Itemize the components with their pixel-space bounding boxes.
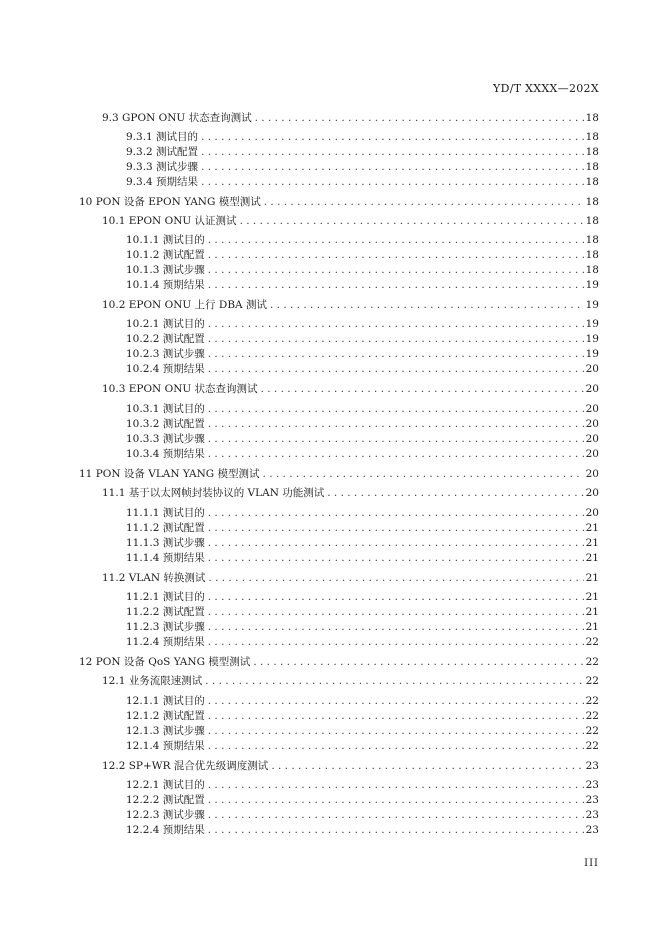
toc-entry-page: 20 bbox=[585, 363, 599, 375]
toc-entry-page: 18 bbox=[585, 249, 599, 261]
toc-leader-dots bbox=[255, 111, 584, 125]
toc-entry-9-3[interactable] bbox=[102, 111, 599, 125]
toc-entry-title: 12.2.1 测试目的 bbox=[126, 779, 205, 791]
toc-entry-page: 18 bbox=[585, 196, 599, 208]
toc-entry-9-3-2[interactable] bbox=[126, 145, 599, 159]
toc-entry-page: 20 bbox=[585, 507, 599, 519]
document-header-id: YD/T XXXX—202X bbox=[493, 82, 599, 95]
toc-entry-title: 10 PON 设备 EPON YANG 模型测试 bbox=[79, 196, 261, 208]
toc-entry-page: 20 bbox=[585, 433, 599, 445]
toc-entry-title: 11.1 基于以太网帧封装协议的 VLAN 功能测试 bbox=[102, 487, 325, 499]
toc-entry-title: 9.3.4 预期结果 bbox=[126, 176, 199, 188]
toc-leader-dots bbox=[208, 739, 584, 753]
toc-entry-title: 11.1.2 测试配置 bbox=[126, 522, 205, 534]
toc-leader-dots bbox=[208, 332, 584, 346]
toc-entry-title: 10.2.3 测试步骤 bbox=[126, 348, 205, 360]
toc-entry-10-3-1[interactable] bbox=[126, 402, 599, 416]
toc-entry-title: 10.1.3 测试步骤 bbox=[126, 264, 205, 276]
toc-leader-dots bbox=[270, 298, 584, 312]
toc-entry-12[interactable] bbox=[79, 655, 599, 669]
toc-entry-11-2-3[interactable] bbox=[126, 620, 599, 634]
toc-entry-page: 18 bbox=[585, 112, 599, 124]
toc-leader-dots bbox=[208, 551, 584, 565]
toc-entry-title: 10.3 EPON ONU 状态查询测试 bbox=[102, 383, 258, 395]
toc-entry-title: 12.2.2 测试配置 bbox=[126, 794, 205, 806]
toc-entry-page: 19 bbox=[585, 279, 599, 291]
toc-leader-dots bbox=[208, 278, 584, 292]
toc-entry-12-2[interactable] bbox=[102, 759, 599, 773]
toc-leader-dots bbox=[208, 347, 584, 361]
toc-entry-page: 18 bbox=[585, 215, 599, 227]
toc-entry-9-3-1[interactable] bbox=[126, 130, 599, 144]
toc-entry-title: 11.1.4 预期结果 bbox=[126, 552, 205, 564]
toc-entry-10-3-4[interactable] bbox=[126, 447, 599, 461]
toc-leader-dots bbox=[208, 808, 584, 822]
toc-entry-title: 11.2.3 测试步骤 bbox=[126, 621, 205, 633]
toc-leader-dots bbox=[271, 759, 583, 773]
toc-leader-dots bbox=[240, 214, 584, 228]
toc-entry-page: 21 bbox=[585, 522, 599, 534]
toc-entry-12-2-3[interactable] bbox=[126, 808, 599, 822]
toc-entry-11-1[interactable] bbox=[102, 486, 599, 500]
toc-leader-dots bbox=[201, 130, 584, 144]
toc-leader-dots bbox=[201, 175, 584, 189]
toc-entry-page: 23 bbox=[585, 794, 599, 806]
toc-entry-page: 22 bbox=[585, 656, 599, 668]
toc-entry-page: 18 bbox=[585, 176, 599, 188]
toc-leader-dots bbox=[208, 263, 584, 277]
toc-entry-page: 21 bbox=[585, 621, 599, 633]
toc-entry-page: 22 bbox=[585, 710, 599, 722]
toc-entry-page: 20 bbox=[585, 448, 599, 460]
toc-entry-page: 21 bbox=[585, 552, 599, 564]
toc-leader-dots bbox=[208, 536, 584, 550]
toc-leader-dots bbox=[208, 571, 583, 585]
toc-leader-dots bbox=[208, 590, 584, 604]
toc-entry-11-2-4[interactable] bbox=[126, 635, 599, 649]
toc-entry-page: 22 bbox=[585, 695, 599, 707]
toc-leader-dots bbox=[208, 635, 584, 649]
toc-entry-10-2[interactable] bbox=[102, 298, 599, 312]
toc-entry-page: 19 bbox=[585, 348, 599, 360]
toc-entry-11-1-1[interactable] bbox=[126, 506, 599, 520]
toc-entry-title: 9.3.2 测试配置 bbox=[126, 146, 199, 158]
page-number: III bbox=[584, 858, 599, 869]
toc-entry-page: 20 bbox=[585, 383, 599, 395]
toc-leader-dots bbox=[208, 362, 584, 376]
toc-leader-dots bbox=[327, 486, 583, 500]
toc-entry-title: 12.1 业务流限速测试 bbox=[102, 675, 203, 687]
toc-entry-10-1-3[interactable] bbox=[126, 263, 599, 277]
toc-entry-12-1[interactable] bbox=[102, 674, 599, 688]
toc-entry-title: 11 PON 设备 VLAN YANG 模型测试 bbox=[79, 468, 260, 480]
toc-entry-title: 10.1.1 测试目的 bbox=[126, 234, 205, 246]
toc-entry-title: 9.3.3 测试步骤 bbox=[126, 161, 199, 173]
toc-entry-10-3-2[interactable] bbox=[126, 417, 599, 431]
toc-entry-10-1-4[interactable] bbox=[126, 278, 599, 292]
toc-entry-10-2-1[interactable] bbox=[126, 317, 599, 331]
toc-leader-dots bbox=[208, 793, 584, 807]
toc-leader-dots bbox=[264, 195, 584, 209]
toc-entry-10[interactable] bbox=[79, 195, 599, 209]
toc-entry-title: 12.1.3 测试步骤 bbox=[126, 725, 205, 737]
toc-entry-page: 23 bbox=[585, 824, 599, 836]
toc-leader-dots bbox=[208, 417, 584, 431]
toc-entry-12-2-1[interactable] bbox=[126, 778, 599, 792]
toc-entry-page: 18 bbox=[585, 161, 599, 173]
toc-leader-dots bbox=[208, 694, 584, 708]
toc-leader-dots bbox=[208, 506, 584, 520]
toc-entry-title: 12.2.4 预期结果 bbox=[126, 824, 205, 836]
toc-entry-10-3-3[interactable] bbox=[126, 432, 599, 446]
toc-entry-page: 18 bbox=[585, 146, 599, 158]
toc-entry-page: 20 bbox=[585, 468, 599, 480]
toc-leader-dots bbox=[208, 521, 584, 535]
toc-entry-title: 10.3.1 测试目的 bbox=[126, 403, 205, 415]
toc-entry-12-1-3[interactable] bbox=[126, 724, 599, 738]
toc-entry-11-1-4[interactable] bbox=[126, 551, 599, 565]
toc-entry-title: 12.2 SP+WR 混合优先级调度测试 bbox=[102, 760, 269, 772]
toc-entry-title: 11.1.1 测试目的 bbox=[126, 507, 205, 519]
toc-entry-title: 10.1.4 预期结果 bbox=[126, 279, 205, 291]
toc-leader-dots bbox=[208, 248, 584, 262]
toc-entry-12-1-4[interactable] bbox=[126, 739, 599, 753]
toc-entry-12-1-1[interactable] bbox=[126, 694, 599, 708]
toc-entry-page: 19 bbox=[585, 318, 599, 330]
toc-entry-page: 23 bbox=[585, 760, 599, 772]
toc-entry-page: 23 bbox=[585, 809, 599, 821]
toc-entry-page: 23 bbox=[585, 779, 599, 791]
toc-entry-page: 20 bbox=[585, 418, 599, 430]
toc-entry-page: 22 bbox=[585, 725, 599, 737]
toc-entry-title: 11.2 VLAN 转换测试 bbox=[102, 572, 206, 584]
toc-entry-title: 10.2.4 预期结果 bbox=[126, 363, 205, 375]
toc-leader-dots bbox=[205, 674, 583, 688]
toc-entry-page: 18 bbox=[585, 234, 599, 246]
toc-entry-title: 12.1.4 预期结果 bbox=[126, 740, 205, 752]
toc-entry-page: 19 bbox=[585, 299, 599, 311]
toc-leader-dots bbox=[208, 778, 584, 792]
toc-entry-title: 12.1.2 测试配置 bbox=[126, 710, 205, 722]
toc-leader-dots bbox=[208, 432, 584, 446]
toc-entry-10-1-1[interactable] bbox=[126, 233, 599, 247]
toc-entry-title: 10.3.3 测试步骤 bbox=[126, 433, 205, 445]
toc-leader-dots bbox=[263, 467, 584, 481]
toc-entry-10-2-2[interactable] bbox=[126, 332, 599, 346]
toc-entry-title: 11.2.1 测试目的 bbox=[126, 591, 205, 603]
toc-entry-9-3-3[interactable] bbox=[126, 160, 599, 174]
toc-entry-page: 21 bbox=[585, 591, 599, 603]
toc-entry-page: 21 bbox=[585, 606, 599, 618]
toc-entry-page: 22 bbox=[585, 740, 599, 752]
toc-leader-dots bbox=[208, 402, 584, 416]
toc-entry-title: 9.3.1 测试目的 bbox=[126, 131, 199, 143]
toc-entry-10-2-4[interactable] bbox=[126, 362, 599, 376]
toc-entry-title: 10.2.1 测试目的 bbox=[126, 318, 205, 330]
toc-entry-9-3-4[interactable] bbox=[126, 175, 599, 189]
toc-entry-title: 11.2.2 测试配置 bbox=[126, 606, 205, 618]
toc-entry-page: 20 bbox=[585, 487, 599, 499]
toc-entry-12-1-2[interactable] bbox=[126, 709, 599, 723]
toc-entry-10-1-2[interactable] bbox=[126, 248, 599, 262]
toc-entry-title: 10.2.2 测试配置 bbox=[126, 333, 205, 345]
toc-entry-10-2-3[interactable] bbox=[126, 347, 599, 361]
toc-entry-11-2-1[interactable] bbox=[126, 590, 599, 604]
toc-entry-11-2-2[interactable] bbox=[126, 605, 599, 619]
toc-entry-10-3[interactable] bbox=[102, 382, 599, 396]
toc-leader-dots bbox=[208, 724, 584, 738]
toc-entry-page: 19 bbox=[585, 333, 599, 345]
toc-entry-title: 11.1.3 测试步骤 bbox=[126, 537, 205, 549]
toc-entry-title: 12 PON 设备 QoS YANG 模型测试 bbox=[79, 656, 251, 668]
toc-entry-title: 10.2 EPON ONU 上行 DBA 测试 bbox=[102, 299, 267, 311]
toc-leader-dots bbox=[253, 655, 583, 669]
toc-entry-title: 11.2.4 预期结果 bbox=[126, 636, 205, 648]
toc-entry-title: 10.1 EPON ONU 认证测试 bbox=[102, 215, 237, 227]
toc-leader-dots bbox=[208, 620, 584, 634]
toc-entry-11-2[interactable] bbox=[102, 571, 599, 585]
toc-entry-12-2-4[interactable] bbox=[126, 823, 599, 837]
toc-entry-title: 10.1.2 测试配置 bbox=[126, 249, 205, 261]
toc-entry-title: 12.1.1 测试目的 bbox=[126, 695, 205, 707]
toc-entry-page: 18 bbox=[585, 264, 599, 276]
toc-entry-12-2-2[interactable] bbox=[126, 793, 599, 807]
toc-entry-page: 18 bbox=[585, 131, 599, 143]
toc-entry-10-1[interactable] bbox=[102, 214, 599, 228]
toc-entry-11-1-3[interactable] bbox=[126, 536, 599, 550]
toc-leader-dots bbox=[208, 709, 584, 723]
toc-entry-11[interactable] bbox=[79, 467, 599, 481]
toc-entry-page: 22 bbox=[585, 636, 599, 648]
toc-entry-title: 10.3.2 测试配置 bbox=[126, 418, 205, 430]
toc-entry-page: 22 bbox=[585, 675, 599, 687]
toc-leader-dots bbox=[208, 233, 584, 247]
toc-entry-title: 12.2.3 测试步骤 bbox=[126, 809, 205, 821]
toc-entry-title: 9.3 GPON ONU 状态查询测试 bbox=[102, 112, 252, 124]
toc-leader-dots bbox=[201, 145, 584, 159]
toc-leader-dots bbox=[208, 447, 584, 461]
toc-entry-page: 21 bbox=[585, 572, 599, 584]
toc-entry-11-1-2[interactable] bbox=[126, 521, 599, 535]
toc-leader-dots bbox=[208, 317, 584, 331]
toc-leader-dots bbox=[208, 605, 584, 619]
toc-entry-title: 10.3.4 预期结果 bbox=[126, 448, 205, 460]
toc-entry-page: 20 bbox=[585, 403, 599, 415]
toc-leader-dots bbox=[201, 160, 584, 174]
toc-leader-dots bbox=[208, 823, 584, 837]
toc-entry-page: 21 bbox=[585, 537, 599, 549]
toc-leader-dots bbox=[261, 382, 584, 396]
